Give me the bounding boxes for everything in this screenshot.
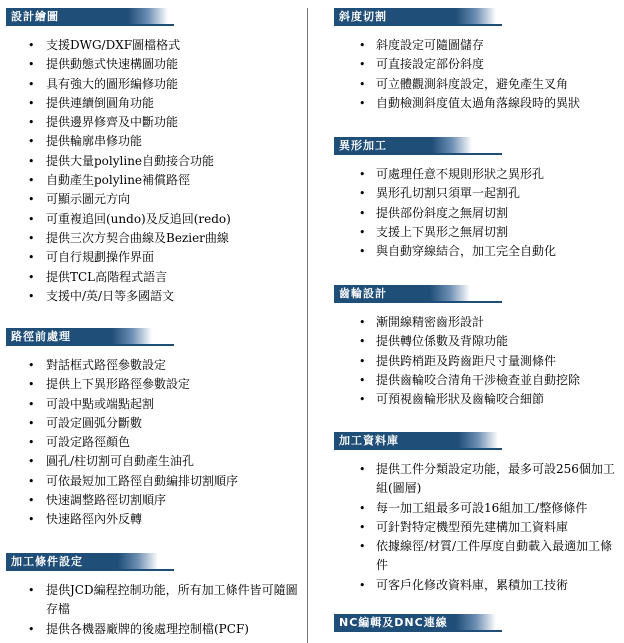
- section-header-condition: [6, 553, 174, 571]
- section-header-gear: [334, 285, 502, 303]
- list-item: • 每一加工組最多可設16組加工/整修條件: [334, 499, 622, 518]
- list-item: • 提供齒輪咬合清角干涉檢查並自動挖除: [334, 371, 622, 390]
- list-item: • 快速路徑內外反轉: [6, 510, 298, 529]
- list-item: • 可預視齒輪形狀及齒輪咬合細節: [334, 390, 622, 409]
- section-header-dnc: [334, 614, 502, 632]
- list-item: • 可顯示圖元方向: [6, 190, 298, 209]
- list-item: • 提供TCL高階程式語言: [6, 268, 298, 287]
- list-item: • 提供大量polyline自動接合功能: [6, 152, 298, 171]
- list-item: • 提供部份斜度之無屑切割: [334, 204, 622, 223]
- section-title: 加工條件設定: [11, 555, 83, 568]
- section-header-database: [334, 432, 502, 450]
- list-item: • 可依最短加工路徑自動編排切割順序: [6, 472, 298, 491]
- feature-list: [334, 36, 622, 113]
- list-item: • 提供JCD編程控制功能，所有加工條件皆可隨圖存檔: [6, 581, 298, 620]
- list-item: • 可針對特定機型預先建構加工資料庫: [334, 518, 622, 537]
- section-database: [334, 432, 622, 595]
- section-title: 加工資料庫: [339, 434, 399, 447]
- list-item: • 自動檢測斜度值太過角落線段時的異狀: [334, 94, 622, 113]
- list-item: • 對話框式路徑參數設定: [6, 356, 298, 375]
- list-item: • 提供動態式快速構圖功能: [6, 55, 298, 74]
- section-title: NC編輯及DNC連線: [339, 616, 448, 629]
- feature-list: [6, 36, 298, 306]
- list-item: • 可設定圓弧分斷數: [6, 414, 298, 433]
- list-item: • 可自行規劃操作界面: [6, 248, 298, 267]
- list-item: • 提供邊界修齊及中斷功能: [6, 113, 298, 132]
- list-item: • 支援中/英/日等多國語文: [6, 287, 298, 306]
- section-title: 異形加工: [339, 139, 387, 152]
- section-dnc: [334, 614, 502, 632]
- list-item: • 提供輪廓串修功能: [6, 132, 298, 151]
- column-divider: [307, 8, 308, 643]
- list-item: • 支援DWG/DXF圖檔格式: [6, 36, 298, 55]
- list-item: • 圓孔/柱切割可自動產生油孔: [6, 452, 298, 471]
- list-item: • 提供工件分類設定功能，最多可設256個加工組(圖層): [334, 460, 622, 499]
- section-title: 齒輪設計: [339, 287, 387, 300]
- list-item: • 自動產生polyline補償路徑: [6, 171, 298, 190]
- list-item: • 可處理任意不規則形狀之異形孔: [334, 165, 622, 184]
- list-item: • 提供三次方契合曲線及Bezier曲線: [6, 229, 298, 248]
- section-title: 設計繪圖: [11, 10, 59, 23]
- section-design: [6, 8, 298, 306]
- section-condition: [6, 553, 298, 639]
- section-irregular: [334, 137, 622, 261]
- list-item: • 具有強大的圖形編修功能: [6, 75, 298, 94]
- list-item: • 提供連續倒圓角功能: [6, 94, 298, 113]
- section-title: 斜度切割: [339, 10, 387, 23]
- list-item: • 支援上下異形之無屑切割: [334, 223, 622, 242]
- feature-list: [334, 313, 622, 409]
- section-header-irregular: [334, 137, 502, 155]
- section-path: [6, 328, 298, 530]
- section-title: 路徑前處理: [11, 330, 71, 343]
- feature-list: [6, 581, 298, 639]
- list-item: • 可客戶化修改資料庫，累積加工技術: [334, 576, 622, 595]
- list-item: • 快速調整路徑切割順序: [6, 491, 298, 510]
- list-item: • 可設定路徑顏色: [6, 433, 298, 452]
- section-gear: [334, 285, 622, 409]
- feature-list: [6, 356, 298, 530]
- list-item: • 提供轉位係數及背隙功能: [334, 332, 622, 351]
- list-item: • 斜度設定可隨圖儲存: [334, 36, 622, 55]
- list-item: • 與自動穿線結合，加工完全自動化: [334, 242, 622, 261]
- list-item: • 提供上下異形路徑參數設定: [6, 375, 298, 394]
- list-item: • 漸開線精密齒形設計: [334, 313, 622, 332]
- section-taper: [334, 8, 622, 113]
- list-item: • 可重複追回(undo)及反追回(redo): [6, 210, 298, 229]
- list-item: • 提供各機器廠牌的後處理控制檔(PCF): [6, 620, 298, 639]
- list-item: • 可設中點或端點起割: [6, 395, 298, 414]
- list-item: • 提供跨梢距及跨齒距尺寸量測條件: [334, 352, 622, 371]
- section-header-path: [6, 328, 174, 346]
- list-item: • 可立體觀測斜度設定，避免產生叉角: [334, 75, 622, 94]
- feature-list: [334, 460, 622, 595]
- section-header-design: [6, 8, 174, 26]
- list-item: • 可直接設定部份斜度: [334, 55, 622, 74]
- list-item: • 依據線徑/材質/工件厚度自動載入最適加工條件: [334, 537, 622, 576]
- section-header-taper: [334, 8, 502, 26]
- list-item: • 異形孔切割只須單一起割孔: [334, 184, 622, 203]
- feature-list: [334, 165, 622, 261]
